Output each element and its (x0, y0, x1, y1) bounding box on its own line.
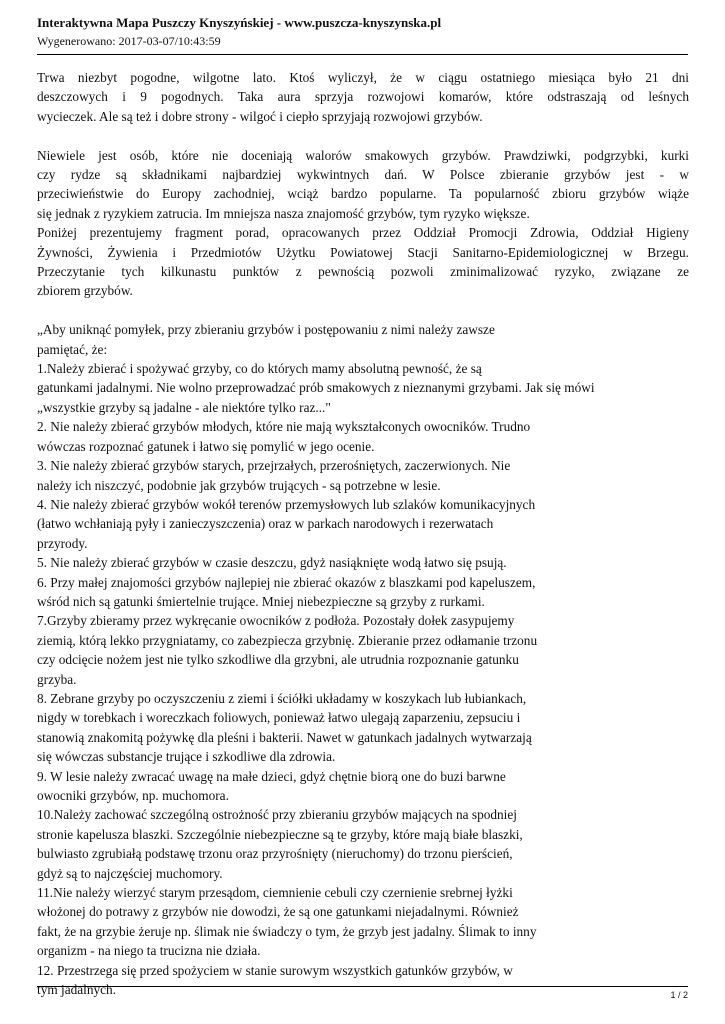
paragraph (37, 146, 689, 301)
text-line: Trwa niezbyt pogodne, wilgotne lato. Ktoś wyliczył, że w ciągu ostatniego miesiąca było 21 dni (37, 70, 689, 85)
text-line: 7.Grzyby zbieramy przez wykręcanie owocników z podłoża. Pozostały dołek zasypujemy (37, 613, 515, 629)
text-line: 2. Nie należy zbierać grzybów młodych, które nie mają wykształconych owocników. Trudno (37, 419, 531, 435)
text-line: przyrody. (37, 535, 88, 551)
footer-divider (37, 986, 688, 987)
text-line: Poniżej prezentujemy fragment porad, opracowanych przez Oddział Promocji Zdrowia, Oddział Higieny (37, 225, 689, 241)
text-line: czy odcięcie nożem jest nie tylko szkodliwe dla grzybni, ale utrudnia rozpoznanie gatunku (37, 652, 519, 668)
text-line: stanowią znakomitą pożywkę dla pleśni i bakterii. Nawet w gatunkach jadalnych wytwarzają (37, 729, 532, 745)
text-line: (łatwo wchłaniają pyły i zanieczyszczenia) oraz w parkach narodowych i rezerwatach (37, 516, 494, 532)
text-line: „wszystkie grzyby są jadalne - ale niektóre tylko raz..." (37, 399, 331, 415)
text-line: stronie kapelusza blaszki. Szczególnie niebezpieczne są te grzyby, które mają białe blaszki, (37, 826, 523, 842)
text-line: gatunkami jadalnymi. Nie wolno przeprowadzać prób smakowych z nieznanymi grzybami. Jak się mówi (37, 380, 595, 396)
text-line: owocniki grzybów, np. muchomora. (37, 788, 229, 803)
text-line: tym jadalnych. (37, 982, 117, 998)
text-line: należy ich niszczyć, podobnie jak grzybów trujących - są potrzebne w lesie. (37, 477, 441, 493)
paragraph-gap (37, 301, 689, 320)
text-line: 1.Należy zbierać i spożywać grzyby, co do których mamy absolutną pewność, że są (37, 361, 482, 377)
text-line: gdyż są to najczęściej muchomory. (37, 865, 223, 881)
text-line: bulwiasto zgrubiałą podstawę trzonu oraz przyrośnięty (nieruchomy) do trzonu pierścień, (37, 846, 513, 862)
paragraph (37, 320, 689, 999)
paragraph (37, 68, 689, 126)
text-line: 5. Nie należy zbierać grzybów w czasie deszczu, gdyż nasiąknięte wodą łatwo się psują. (37, 555, 507, 571)
text-line: Niewiele jest osób, które nie doceniają walorów smakowych grzybów. Prawdziwki, podgrzybki, kurki (37, 147, 689, 163)
text-line: 6. Przy małej znajomości grzybów najlepiej nie zbierać okazów z blaszkami pod kapeluszem, (37, 574, 536, 590)
text-line: ziemią, którą lekko przygniatamy, co zabezpiecza grzybnię. Zbieranie przez odłamanie trzonu (37, 632, 538, 648)
text-line: 8. Zebrane grzyby po oczyszczeniu z ziemi i ściółki układamy w koszykach lub łubiankach, (37, 690, 527, 706)
text-line: Żywności, Żywienia i Przedmiotów Użytku Powiatowej Stacji Sanitarno-Epidemiologicznej w Brzegu. (37, 244, 689, 260)
text-line: wówczas rozpoznać gatunek i łatwo się pomylić w jego ocenie. (37, 438, 375, 454)
header-title: Interaktywna Mapa Puszczy Knyszyńskiej - www.puszcza-knyszynska.pl (37, 15, 442, 30)
text-line: się jednak z ryzykiem zatrucia. Im mniejsza nasza znajomość grzybów, tym ryzyko większe. (37, 205, 530, 221)
text-line: deszczowych i 9 pogodnych. Taka aura sprzyja rozwojowi komarów, które odstraszają od leśnych (37, 89, 689, 105)
text-line: 4. Nie należy zbierać grzybów wokół terenów przemysłowych lub szlaków komunikacyjnych (37, 496, 536, 512)
text-line: 9. W lesie należy zwracać uwagę na małe dzieci, gdyż chętnie biorą one do buzi barwne (37, 768, 506, 784)
text-line: 3. Nie należy zbierać grzybów starych, przejrzałych, przerośniętych, zaczerwionych. Nie (37, 458, 511, 474)
text-line: przeciwieństwie do Europy zachodniej, wciąż bardzo popularne. Ta popularność zbioru grzybów wiąże (37, 186, 689, 202)
text-line: 11.Nie należy wierzyć starym przesądom, ciemnienie cebuli czy czernienie srebrnej łyżki (37, 885, 513, 901)
text-line: wycieczek. Ale są też i dobre strony - wilgoć i ciepło sprzyjają rozwojowi grzybów. (37, 108, 483, 124)
page-number: 1 / 2 (670, 990, 688, 1000)
text-line: 10.Należy zachować szczególną ostrożność przy zbieraniu grzybów mających na spodniej (37, 807, 517, 823)
text-line: „Aby uniknąć pomyłek, przy zbieraniu grzybów i postępowaniu z nimi należy zawsze (37, 322, 495, 338)
text-line: pamiętać, że: (37, 341, 108, 357)
text-line: czy rydze są składnikami najbardziej wykwintnych dań. W Polsce zbieranie grzybów jest - w (37, 167, 689, 183)
text-line: zbiorem grzybów. (37, 283, 133, 299)
generated-timestamp: Wygenerowano: 2017-03-07/10:43:59 (37, 34, 221, 48)
paragraph-gap (37, 126, 689, 145)
text-line: organizm - na niego ta trucizna nie działa. (37, 943, 261, 959)
text-line: wśród nich są gatunki śmiertelnie trujące. Mniej niebezpieczne są grzyby z rurkami. (37, 593, 485, 609)
text-line: 12. Przestrzega się przed spożyciem w stanie surowym wszystkich gatunków grzybów, w (37, 962, 513, 978)
text-line: włożonej do potrawy z grzybów nie dowodzi, że są one gatunkami niejadalnymi. Również (37, 904, 519, 920)
text-line: grzyba. (37, 671, 77, 687)
text-line: fakt, że na grzybie żeruje np. ślimak nie świadczy o tym, że grzyb jest jadalny. Ślimak to inny (37, 923, 537, 939)
text-line: Przeczytanie tych kilkunastu punktów z pewnością pozwoli zminimalizować ryzyko, związane ze (37, 264, 689, 280)
text-line: się wówczas substancje trujące i szkodliwe dla zdrowia. (37, 749, 336, 765)
header-divider (37, 54, 688, 55)
text-line: nigdy w torebkach i woreczkach foliowych, ponieważ łatwo ulegają zaparzeniu, zepsuciu i (37, 710, 521, 726)
article-body (37, 68, 689, 999)
